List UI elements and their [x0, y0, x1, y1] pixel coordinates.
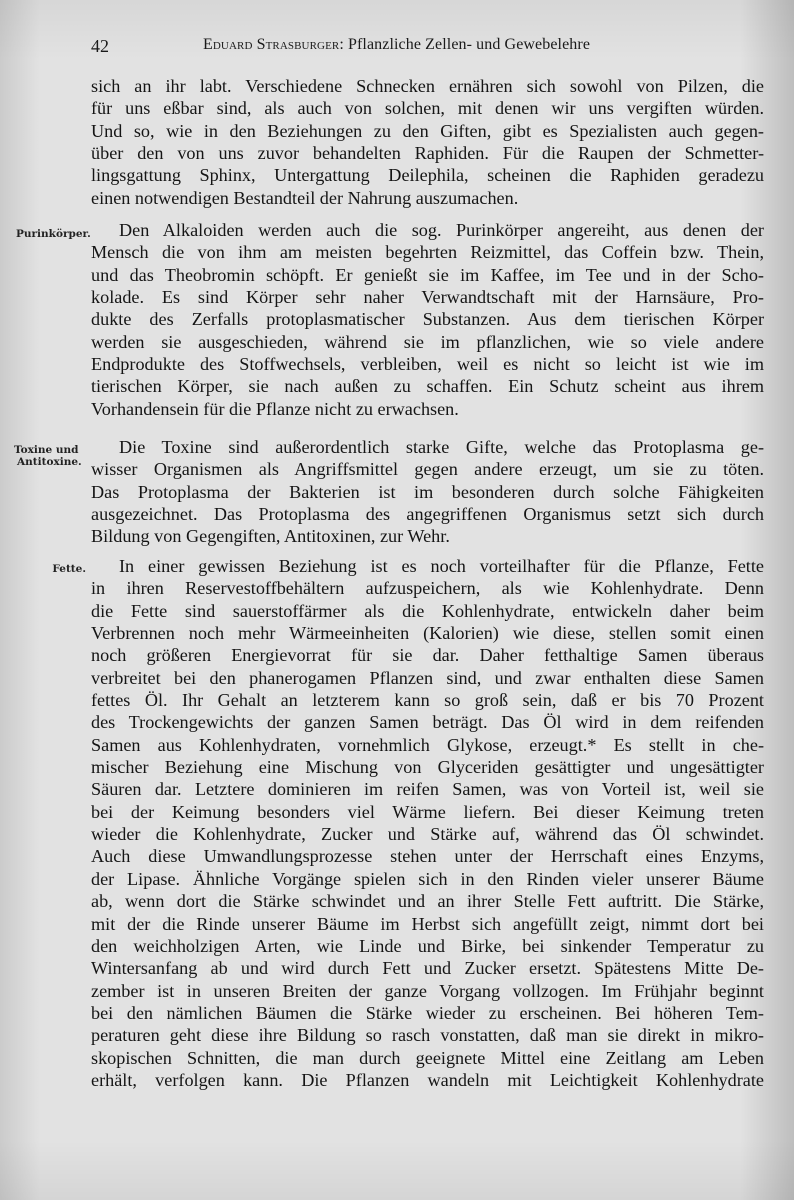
text-line: Bildung von Gegengiften, Antitoxinen, zur Wehr. [91, 526, 450, 547]
text-line: Samen aus Kohlenhydraten, vornehmlich Glykose, erzeugt.* Es stellt in che- [91, 734, 764, 755]
text-line: über den von uns zuvor behandelten Raphiden. Für die Raupen der Schmetter- [91, 143, 764, 164]
text-line: skopischen Schnitten, die man durch geeignete Mittel eine Zeitlang am Leben [91, 1047, 764, 1068]
text-line: Die Toxine sind außerordentlich starke Gifte, welche das Protoplasma ge- [119, 437, 764, 457]
text-line: Und so, wie in den Beziehungen zu den Giften, gibt es Spezialisten auch gegen- [91, 120, 764, 141]
book-title: Pflanzliche Zellen- und Gewebelehre [347, 36, 591, 53]
text-line: Auch diese Umwandlungsprozesse stehen unter der Herrschaft eines Enzyms, [91, 846, 764, 867]
text-line: mischer Beziehung eine Mischung von Glyceriden gesättigter und ungesättigter [91, 757, 764, 778]
text-line: mit der die Rinde unserer Bäume im Herbst sich angefüllt zeigt, nimmt dort bei [91, 913, 764, 934]
text-line: lingsgattung Sphinx, Untergattung Deilephila, scheinen die Raphiden geradezu [91, 165, 764, 186]
text-line: Vorhandensein für die Pflanze nicht zu erwachsen. [91, 398, 459, 419]
text-line: Das Protoplasma der Bakterien ist im besonderen durch solche Fähigkeiten [91, 481, 764, 502]
text-line: wieder die Kohlenhydrate, Zucker und Stärke auf, während das Öl schwindet. [91, 824, 764, 845]
text-line: In einer gewissen Beziehung ist es noch vorteilhafter für die Pflanze, Fette [119, 556, 764, 576]
paragraph-fette [91, 555, 764, 1091]
margin-note-fette: Fette. [52, 563, 86, 575]
text-line: sich an ihr labt. Verschiedene Schnecken ernähren sich sowohl von Pilzen, die [91, 76, 764, 96]
margin-note-toxine-line2: Antitoxine. [17, 456, 82, 468]
author-name: Eduard Strasburger [203, 36, 340, 53]
paragraph-purinkoerper [91, 219, 764, 420]
text-line: Endprodukte des Stoffwechsels, verbleiben, weil es nicht so leicht ist wie im [91, 354, 764, 375]
margin-note-toxine-line1: Toxine und [14, 444, 79, 456]
margin-note-purinkoerper: Purinkörper. [16, 228, 91, 240]
text-line: erhält, verfolgen kann. Die Pflanzen wandeln mit Leichtigkeit Kohlenhydrate [91, 1069, 764, 1090]
text-line: bei den nämlichen Bäumen die Stärke wieder zu erscheinen. Bei höheren Tem- [91, 1002, 764, 1023]
text-line: einen notwendigen Bestandteil der Nahrung auszumachen. [91, 187, 519, 208]
text-line: verbreitet bei den phanerogamen Pflanzen sind, und zwar enthalten diese Samen [91, 667, 764, 688]
text-line: peraturen geht diese ihre Bildung so rasch vonstatten, daß man sie direkt in mikro- [91, 1025, 764, 1046]
text-line: dukte des Zerfalls protoplasmatischer Substanzen. Aus dem tierischen Körper [91, 309, 764, 330]
text-line: Mensch die von ihm am meisten begehrten Reizmittel, das Coffein bzw. Thein, [91, 242, 764, 263]
text-line: Wintersanfang ab und wird durch Fett und Zucker ersetzt. Spätestens Mitte De- [91, 958, 764, 979]
paragraph-toxine [91, 436, 764, 548]
text-line: Verbrennen noch mehr Wärmeeinheiten (Kalorien) wie diese, stellen somit einen [91, 623, 764, 644]
text-line: die Fette sind sauerstoffärmer als die Kohlenhydrate, entwickeln daher beim [91, 600, 764, 621]
page-number: 42 [91, 36, 109, 56]
running-title [203, 36, 590, 54]
text-line: und das Theobromin schöpft. Er genießt sie im Kaffee, im Tee und in der Scho- [91, 264, 764, 285]
text-line: der Lipase. Ähnliche Vorgänge spielen sich in den Rinden vieler unserer Bäume [91, 868, 764, 889]
text-line: ausgezeichnet. Das Protoplasma des angegriffenen Organismus setzt sich durch [91, 504, 764, 525]
text-line: bei der Keimung besonders viel Wärme liefern. Bei dieser Keimung treten [91, 801, 764, 822]
text-line: noch größeren Energievorrat für sie dar. Daher fetthaltige Samen überaus [91, 645, 764, 666]
text-line: kolade. Es sind Körper sehr naher Verwandtschaft mit der Harnsäure, Pro- [91, 287, 764, 308]
text-line: den weichholzigen Arten, wie Linde und Birke, bei sinkender Temperatur zu [91, 935, 764, 956]
text-line: tierischen Körper, sie nach außen zu schaffen. Ein Schutz scheint aus ihrem [91, 376, 764, 397]
margin-note-toxine [14, 444, 86, 468]
text-line: des Trockengewichts der ganzen Samen beträgt. Das Öl wird in dem reifenden [91, 712, 764, 733]
text-line: in ihren Reservestoffbehältern aufzuspeichern, als wie Kohlenhydrate. Denn [91, 578, 764, 599]
text-line: Den Alkaloiden werden auch die sog. Purinkörper angereiht, aus denen der [119, 220, 764, 240]
text-line: wisser Organismen als Angriffsmittel gegen andere erzeugt, um sie zu töten. [91, 459, 764, 480]
text-line: ab, wenn dort die Stärke schwindet und an ihrer Stelle Fett auftritt. Die Stärke, [91, 891, 764, 912]
text-line: Säuren dar. Letztere dominieren im reifen Samen, was von Vorteil ist, weil sie [91, 779, 764, 800]
paragraph-continuation [91, 75, 764, 209]
text-line: für uns eßbar sind, als auch von solchen, mit denen wir uns vergiften würden. [91, 98, 764, 119]
text-line: fettes Öl. Ihr Gehalt an letzterem kann so groß sein, daß er bis 70 Prozent [91, 690, 764, 711]
title-separator: : [339, 36, 348, 53]
text-line: werden sie ausgeschieden, während sie im pflanzlichen, wie so viele andere [91, 331, 764, 352]
text-line: zember ist in unseren Breiten der ganze Vorgang vollzogen. Im Frühjahr beginnt [91, 980, 764, 1001]
running-head [91, 34, 764, 58]
